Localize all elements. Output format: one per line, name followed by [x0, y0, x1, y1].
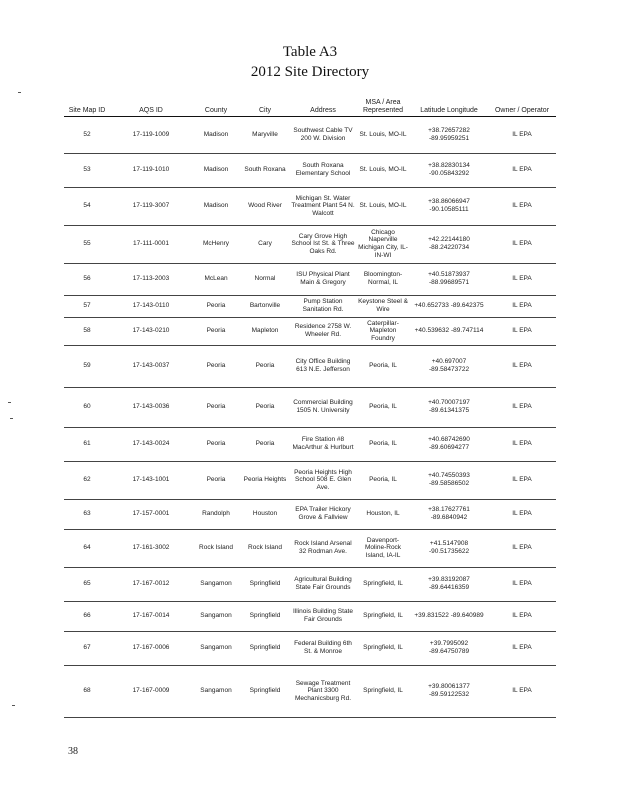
- address-cell: City Office Building 613 N.E. Jefferson: [290, 345, 356, 387]
- site-map-id-cell: 54: [64, 187, 110, 225]
- msa-cell: St. Louis, MO-IL: [356, 187, 410, 225]
- city-cell: Normal: [240, 263, 290, 295]
- site-map-id-cell: 52: [64, 116, 110, 153]
- county-cell: McLean: [192, 263, 240, 295]
- city-cell: Wood River: [240, 187, 290, 225]
- county-cell: Peoria: [192, 461, 240, 499]
- aqs-id-cell: 17-167-0006: [110, 631, 192, 665]
- operator-cell: IL EPA: [488, 116, 556, 153]
- site-map-id-cell: 64: [64, 529, 110, 567]
- table-title: Table A3: [282, 44, 338, 60]
- operator-cell: IL EPA: [488, 567, 556, 601]
- aqs-id-cell: 17-143-0210: [110, 317, 192, 345]
- city-cell: Peoria Heights: [240, 461, 290, 499]
- col-header-aqs-id: AQS ID: [110, 96, 192, 116]
- msa-cell: Peoria, IL: [356, 427, 410, 461]
- aqs-id-cell: 17-143-0036: [110, 387, 192, 427]
- address-cell: Pump Station Sanitation Rd.: [290, 295, 356, 317]
- address-cell: South Roxana Elementary School: [290, 153, 356, 187]
- table-row: [64, 665, 556, 717]
- table-row: [64, 317, 556, 345]
- scan-mark: [12, 705, 15, 706]
- scan-mark: [8, 402, 11, 403]
- site-map-id-cell: 60: [64, 387, 110, 427]
- lat-lon-cell: +40.697007 -89.58473722: [410, 345, 488, 387]
- aqs-id-cell: 17-113-2003: [110, 263, 192, 295]
- table-subtitle: 2012 Site Directory: [250, 64, 370, 80]
- scan-mark: [18, 92, 21, 93]
- county-cell: Randolph: [192, 499, 240, 529]
- site-map-id-cell: 53: [64, 153, 110, 187]
- msa-cell: Springfield, IL: [356, 567, 410, 601]
- operator-cell: IL EPA: [488, 601, 556, 631]
- site-map-id-cell: 59: [64, 345, 110, 387]
- address-cell: Commercial Building 1505 N. University: [290, 387, 356, 427]
- table-row: [64, 567, 556, 601]
- site-map-id-cell: 58: [64, 317, 110, 345]
- county-cell: Sangamon: [192, 567, 240, 601]
- operator-cell: IL EPA: [488, 461, 556, 499]
- operator-cell: IL EPA: [488, 631, 556, 665]
- lat-lon-cell: +39.80061377 -89.59122532: [410, 665, 488, 717]
- lat-lon-cell: +38.86066947 -90.10585111: [410, 187, 488, 225]
- col-header-msa: MSA / Area Represented: [356, 96, 410, 116]
- city-cell: Maryville: [240, 116, 290, 153]
- col-header-city: City: [240, 96, 290, 116]
- msa-cell: Chicago Naperville Michigan City, IL-IN-WI: [356, 225, 410, 263]
- lat-lon-cell: +39.831522 -89.640989: [410, 601, 488, 631]
- site-map-id-cell: 56: [64, 263, 110, 295]
- msa-cell: Springfield, IL: [356, 631, 410, 665]
- county-cell: Peoria: [192, 317, 240, 345]
- table-row: [64, 116, 556, 153]
- county-cell: Peoria: [192, 427, 240, 461]
- county-cell: Madison: [192, 116, 240, 153]
- header-row: [64, 96, 556, 116]
- county-cell: Sangamon: [192, 601, 240, 631]
- address-cell: Residence 2758 W. Wheeler Rd.: [290, 317, 356, 345]
- address-cell: Rock Island Arsenal 32 Rodman Ave.: [290, 529, 356, 567]
- table-row: [64, 387, 556, 427]
- page-number: 38: [68, 746, 78, 757]
- table-row: [64, 345, 556, 387]
- lat-lon-cell: +40.652733 -89.642375: [410, 295, 488, 317]
- address-cell: Illinois Building State Fair Grounds: [290, 601, 356, 631]
- aqs-id-cell: 17-167-0014: [110, 601, 192, 631]
- aqs-id-cell: 17-119-3007: [110, 187, 192, 225]
- site-map-id-cell: 62: [64, 461, 110, 499]
- city-cell: Peoria: [240, 427, 290, 461]
- county-cell: Peoria: [192, 387, 240, 427]
- aqs-id-cell: 17-143-0037: [110, 345, 192, 387]
- address-cell: Fire Station #8 MacArthur & Hurlburt: [290, 427, 356, 461]
- address-cell: Cary Grove High School Ist St. & Three Oaks Rd.: [290, 225, 356, 263]
- city-cell: South Roxana: [240, 153, 290, 187]
- city-cell: Peoria: [240, 345, 290, 387]
- city-cell: Peoria: [240, 387, 290, 427]
- operator-cell: IL EPA: [488, 225, 556, 263]
- operator-cell: IL EPA: [488, 295, 556, 317]
- lat-lon-cell: +38.72657282 -89.95959251: [410, 116, 488, 153]
- msa-cell: Keystone Steel & Wire: [356, 295, 410, 317]
- address-cell: Michigan St. Water Treatment Plant 54 N. Walcott: [290, 187, 356, 225]
- city-cell: Springfield: [240, 601, 290, 631]
- aqs-id-cell: 17-161-3002: [110, 529, 192, 567]
- county-cell: McHenry: [192, 225, 240, 263]
- address-cell: Southwest Cable TV 200 W. Division: [290, 116, 356, 153]
- msa-cell: Davenport-Moline-Rock Island, IA-IL: [356, 529, 410, 567]
- city-cell: Springfield: [240, 631, 290, 665]
- address-cell: Federal Building 6th St. & Monroe: [290, 631, 356, 665]
- lat-lon-cell: +40.539632 -89.747114: [410, 317, 488, 345]
- county-cell: Rock Island: [192, 529, 240, 567]
- city-cell: Mapleton: [240, 317, 290, 345]
- lat-lon-cell: +38.82830134 -90.05843292: [410, 153, 488, 187]
- lat-lon-cell: +41.5147908 -90.51735622: [410, 529, 488, 567]
- table-row: [64, 225, 556, 263]
- operator-cell: IL EPA: [488, 153, 556, 187]
- county-cell: Sangamon: [192, 665, 240, 717]
- site-directory-table: [64, 96, 556, 718]
- msa-cell: Caterpillar-Mapleton Foundry: [356, 317, 410, 345]
- lat-lon-cell: +39.83192087 -89.64416359: [410, 567, 488, 601]
- operator-cell: IL EPA: [488, 263, 556, 295]
- city-cell: Houston: [240, 499, 290, 529]
- aqs-id-cell: 17-157-0001: [110, 499, 192, 529]
- lat-lon-cell: +39.7995092 -89.64750789: [410, 631, 488, 665]
- table-row: [64, 263, 556, 295]
- site-map-id-cell: 66: [64, 601, 110, 631]
- aqs-id-cell: 17-143-0024: [110, 427, 192, 461]
- county-cell: Madison: [192, 153, 240, 187]
- col-header-operator: Owner / Operator: [488, 96, 556, 116]
- city-cell: Bartonville: [240, 295, 290, 317]
- county-cell: Sangamon: [192, 631, 240, 665]
- aqs-id-cell: 17-111-0001: [110, 225, 192, 263]
- aqs-id-cell: 17-167-0009: [110, 665, 192, 717]
- operator-cell: IL EPA: [488, 317, 556, 345]
- address-cell: Agricultural Building State Fair Grounds: [290, 567, 356, 601]
- lat-lon-cell: +40.68742690 -89.60694277: [410, 427, 488, 461]
- col-header-county: County: [192, 96, 240, 116]
- table-row: [64, 631, 556, 665]
- aqs-id-cell: 17-143-0110: [110, 295, 192, 317]
- operator-cell: IL EPA: [488, 427, 556, 461]
- aqs-id-cell: 17-119-1009: [110, 116, 192, 153]
- city-cell: Springfield: [240, 567, 290, 601]
- scan-mark: [10, 418, 13, 419]
- table-row: [64, 153, 556, 187]
- site-map-id-cell: 67: [64, 631, 110, 665]
- aqs-id-cell: 17-143-1001: [110, 461, 192, 499]
- address-cell: Sewage Treatment Plant 3300 Mechanicsburg Rd.: [290, 665, 356, 717]
- msa-cell: Peoria, IL: [356, 461, 410, 499]
- table-row: [64, 529, 556, 567]
- msa-cell: Houston, IL: [356, 499, 410, 529]
- city-cell: Cary: [240, 225, 290, 263]
- msa-cell: St. Louis, MO-IL: [356, 116, 410, 153]
- operator-cell: IL EPA: [488, 345, 556, 387]
- table-row: [64, 427, 556, 461]
- site-map-id-cell: 65: [64, 567, 110, 601]
- county-cell: Madison: [192, 187, 240, 225]
- msa-cell: Peoria, IL: [356, 387, 410, 427]
- msa-cell: Springfield, IL: [356, 665, 410, 717]
- operator-cell: IL EPA: [488, 387, 556, 427]
- county-cell: Peoria: [192, 345, 240, 387]
- operator-cell: IL EPA: [488, 499, 556, 529]
- operator-cell: IL EPA: [488, 187, 556, 225]
- lat-lon-cell: +40.74550393 -89.58586502: [410, 461, 488, 499]
- table-row: [64, 295, 556, 317]
- table-row: [64, 187, 556, 225]
- site-map-id-cell: 61: [64, 427, 110, 461]
- col-header-site-map-id: Site Map ID: [64, 96, 110, 116]
- lat-lon-cell: +38.17627761 -89.6840942: [410, 499, 488, 529]
- operator-cell: IL EPA: [488, 665, 556, 717]
- col-header-address: Address: [290, 96, 356, 116]
- col-header-lat-lon: Latitude Longitude: [410, 96, 488, 116]
- lat-lon-cell: +40.70007197 -89.61341375: [410, 387, 488, 427]
- address-cell: Peoria Heights High School 508 E. Glen Ave.: [290, 461, 356, 499]
- msa-cell: St. Louis, MO-IL: [356, 153, 410, 187]
- operator-cell: IL EPA: [488, 529, 556, 567]
- aqs-id-cell: 17-167-0012: [110, 567, 192, 601]
- site-map-id-cell: 68: [64, 665, 110, 717]
- aqs-id-cell: 17-119-1010: [110, 153, 192, 187]
- site-map-id-cell: 55: [64, 225, 110, 263]
- address-cell: ISU Physical Plant Main & Gregory: [290, 263, 356, 295]
- site-map-id-cell: 63: [64, 499, 110, 529]
- msa-cell: Springfield, IL: [356, 601, 410, 631]
- county-cell: Peoria: [192, 295, 240, 317]
- msa-cell: Bloomington-Normal, IL: [356, 263, 410, 295]
- site-map-id-cell: 57: [64, 295, 110, 317]
- lat-lon-cell: +40.51873937 -88.99689571: [410, 263, 488, 295]
- table-row: [64, 461, 556, 499]
- table-row: [64, 601, 556, 631]
- msa-cell: Peoria, IL: [356, 345, 410, 387]
- city-cell: Springfield: [240, 665, 290, 717]
- city-cell: Rock Island: [240, 529, 290, 567]
- table-row: [64, 499, 556, 529]
- address-cell: EPA Trailer Hickory Grove & Fallview: [290, 499, 356, 529]
- lat-lon-cell: +42.22144180 -88.24220734: [410, 225, 488, 263]
